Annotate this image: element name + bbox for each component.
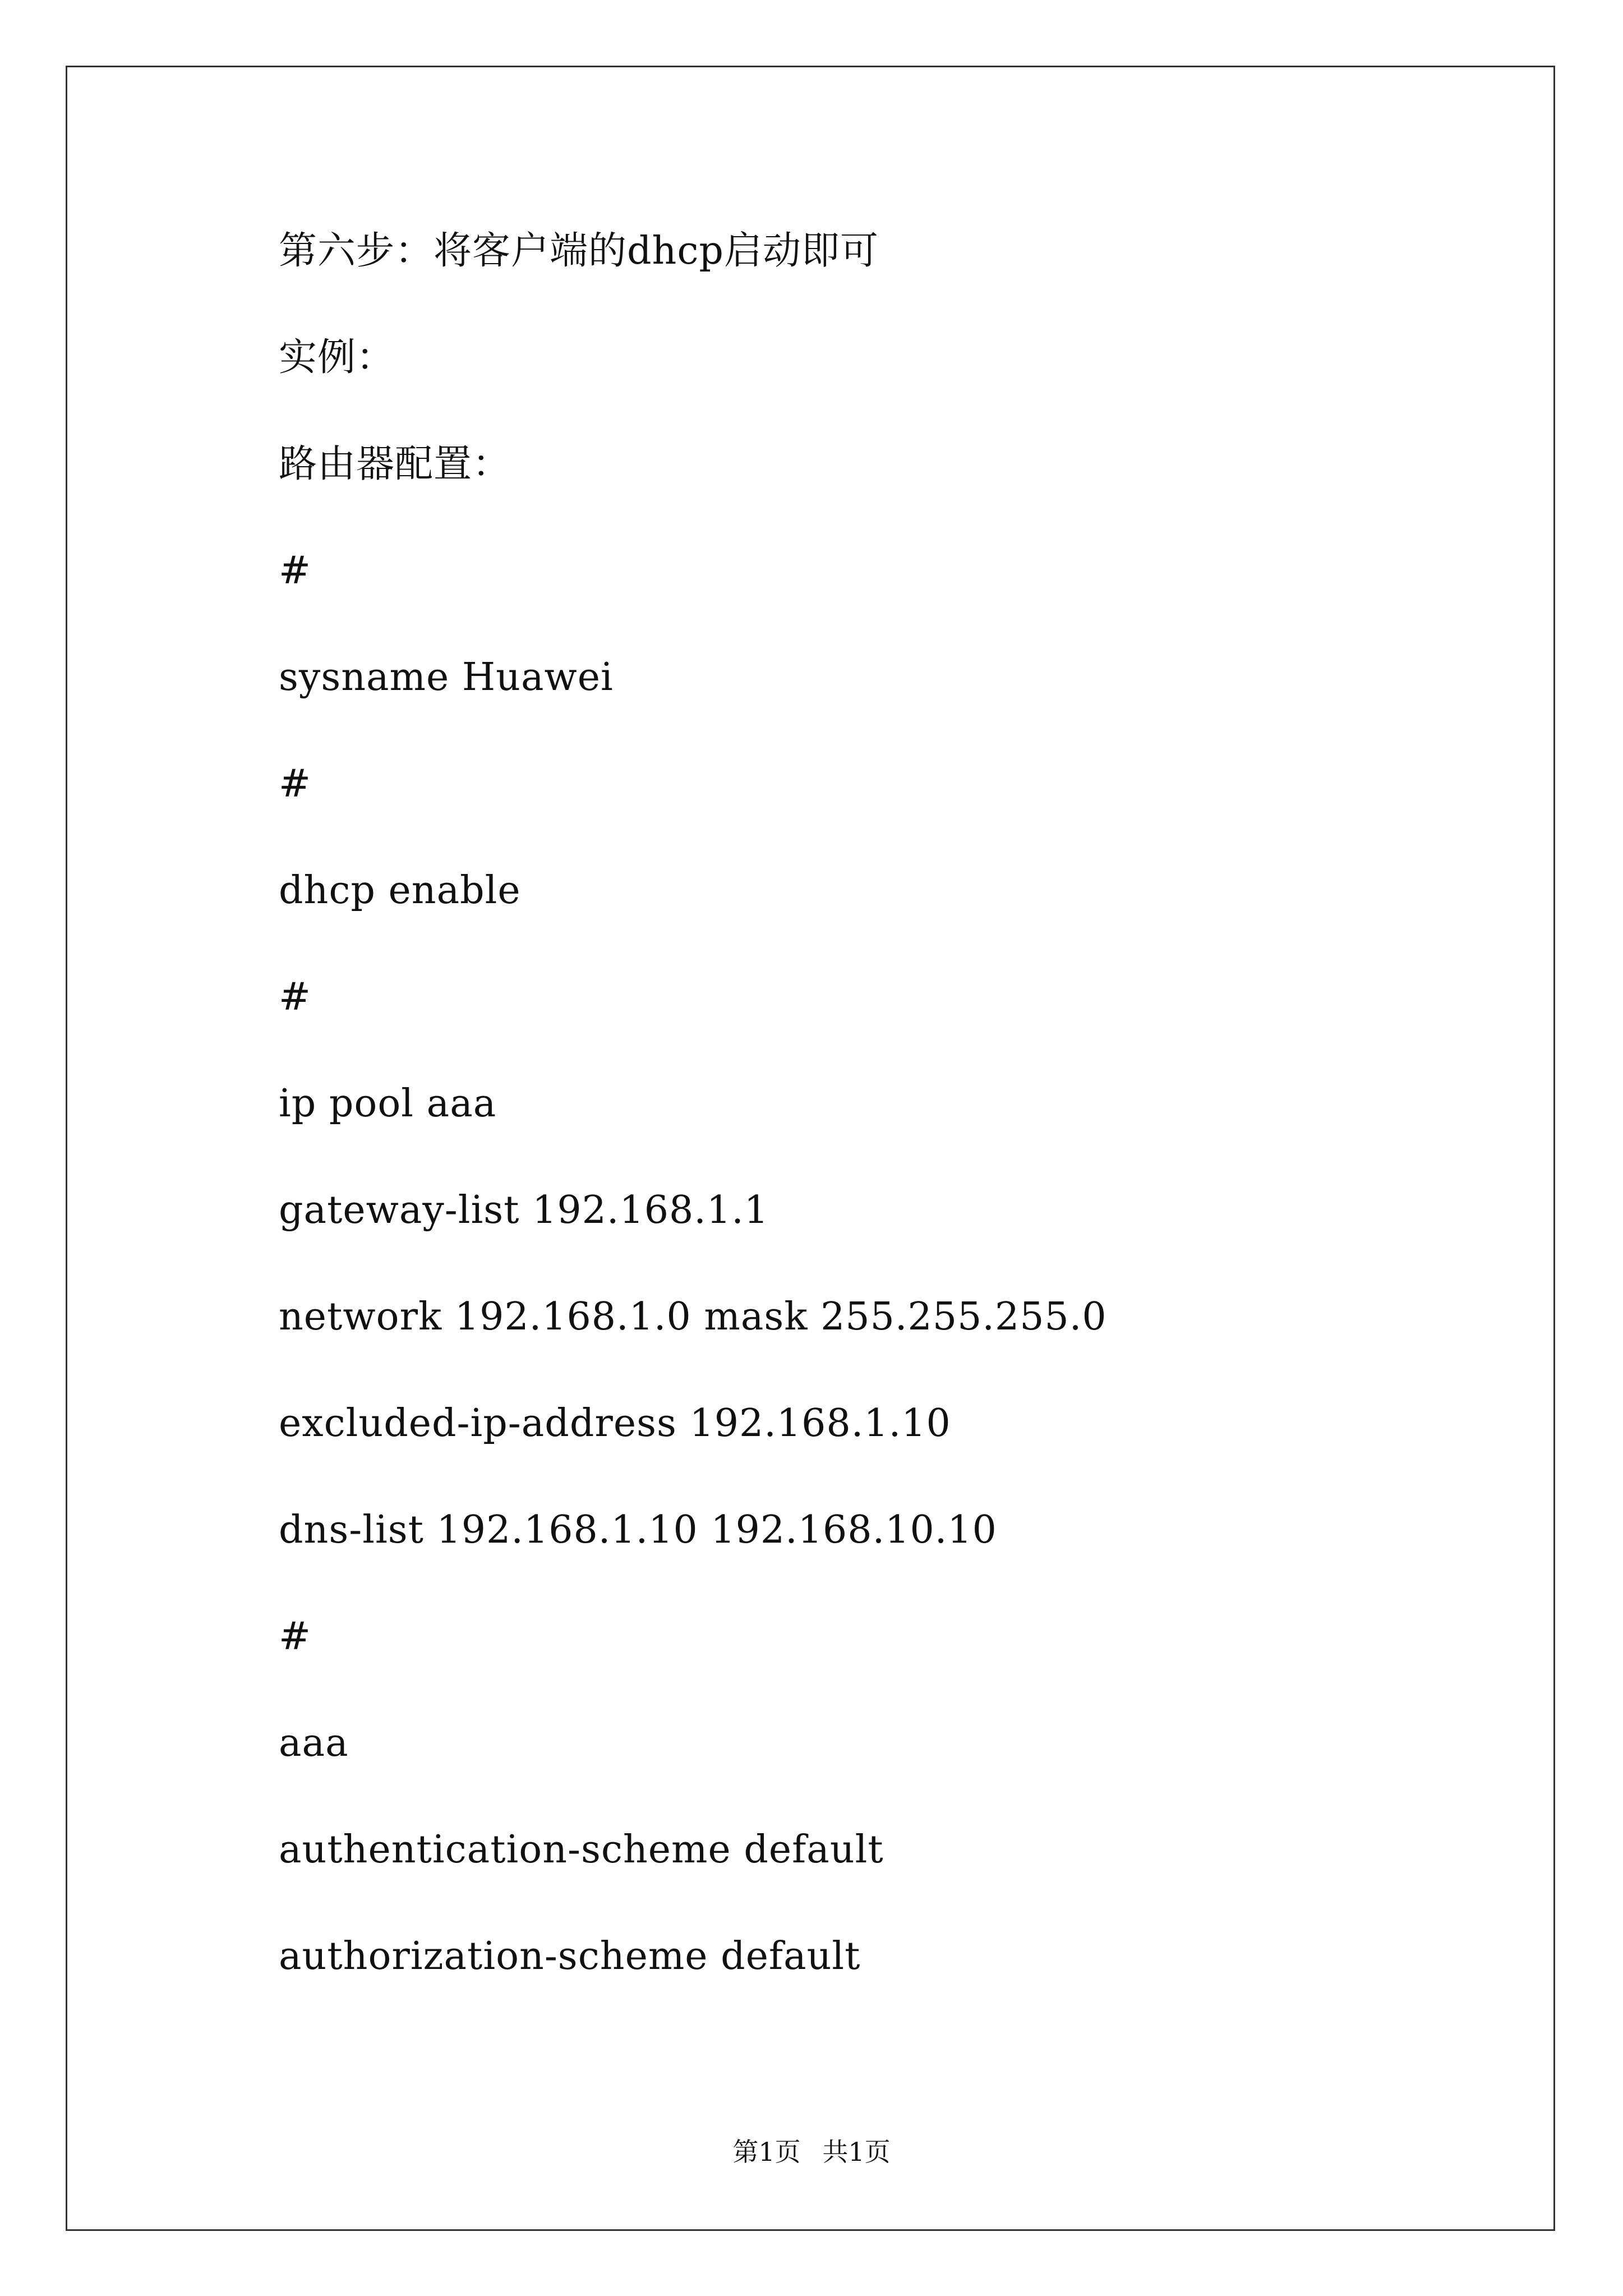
config-line: authorization-scheme default bbox=[279, 1934, 861, 1978]
config-line: sysname Huawei bbox=[279, 655, 614, 700]
page-number-current: 第1页 bbox=[732, 2137, 801, 2167]
config-line: dns-list 192.168.1.10 192.168.10.10 bbox=[279, 1508, 997, 1552]
config-line: ip pool aaa bbox=[279, 1082, 497, 1126]
page-footer bbox=[0, 2132, 1623, 2169]
config-line: excluded-ip-address 192.168.1.10 bbox=[279, 1401, 951, 1446]
page-number-total: 共1页 bbox=[822, 2137, 891, 2167]
document-body bbox=[279, 223, 1456, 2035]
config-line: # bbox=[279, 975, 311, 1019]
example-label: 实例： bbox=[279, 335, 395, 380]
config-line: authentication-scheme default bbox=[279, 1828, 884, 1872]
config-line: # bbox=[279, 1614, 311, 1659]
config-line: network 192.168.1.0 mask 255.255.255.0 bbox=[279, 1295, 1107, 1339]
step-heading: 第六步：将客户端的dhcp启动即可 bbox=[279, 229, 879, 273]
config-line: dhcp enable bbox=[279, 868, 521, 913]
router-config-label: 路由器配置： bbox=[279, 442, 511, 486]
config-line: gateway-list 192.168.1.1 bbox=[279, 1188, 769, 1232]
config-line: # bbox=[279, 762, 311, 806]
config-line: aaa bbox=[279, 1721, 349, 1765]
config-line: # bbox=[279, 549, 311, 593]
